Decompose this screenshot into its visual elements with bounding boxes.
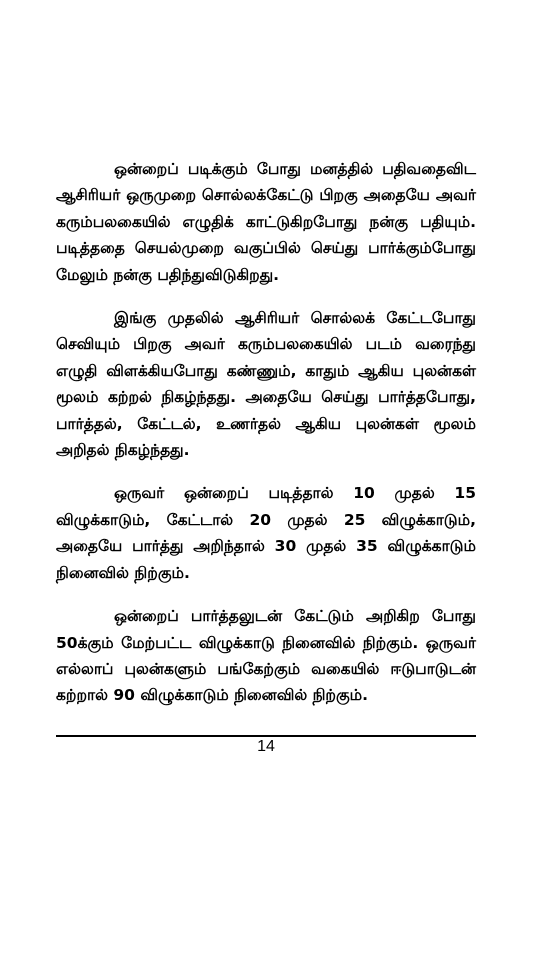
- paragraph-3: ஒருவர் ஒன்றைப் படித்தால் 10 முதல் 15 விழுக்காடும், கேட்டால் 20 முதல் 25 விழுக்காடும், அதையே பார்த்து அறிந்தால் 30 முதல் 35 விழுக்காடும் நினைவில் நிற்கும்.: [56, 484, 476, 582]
- paragraph-2: இங்கு முதலில் ஆசிரியர் சொல்லக் கேட்டபோது செவியும் பிறகு அவர் கரும்பலகையில் படம் வரைந்து எழுதி விளக்கியபோது கண்ணும், காதும் ஆகிய புலன்கள் மூலம் கற்றல் நிகழ்ந்தது. அதையே செய்து பார்த்தபோது, பார்த்தல், கேட்டல், உணர்தல் ஆகிய புலன்கள் மூலம் அறிதல் நிகழ்ந்தது.: [56, 309, 476, 460]
- page-number: 14: [257, 738, 275, 755]
- body-text: [56, 156, 476, 726]
- paragraph-4: ஒன்றைப் பார்த்தலுடன் கேட்டும் அறிகிற போது 50க்கும் மேற்பட்ட விழுக்காடு நினைவில் நிற்கும். ஒருவர் எல்லாப் புலன்களும் பங்கேற்கும் வகையில் ஈடுபாடுடன் கற்றால் 90 விழுக்காடும் நினைவில் நிற்கும்.: [56, 607, 476, 705]
- paragraph-1: ஒன்றைப் படிக்கும் போது மனத்தில் பதிவதைவிட ஆசிரியர் ஒருமுறை சொல்லக்கேட்டு பிறகு அதையே அவர் கரும்பலகையில் எழுதிக் காட்டுகிறபோது நன்கு பதியும். படித்ததை செயல்முறை வகுப்பில் செய்து பார்க்கும்போது மேலும் நன்கு பதிந்துவிடுகிறது.: [56, 160, 476, 284]
